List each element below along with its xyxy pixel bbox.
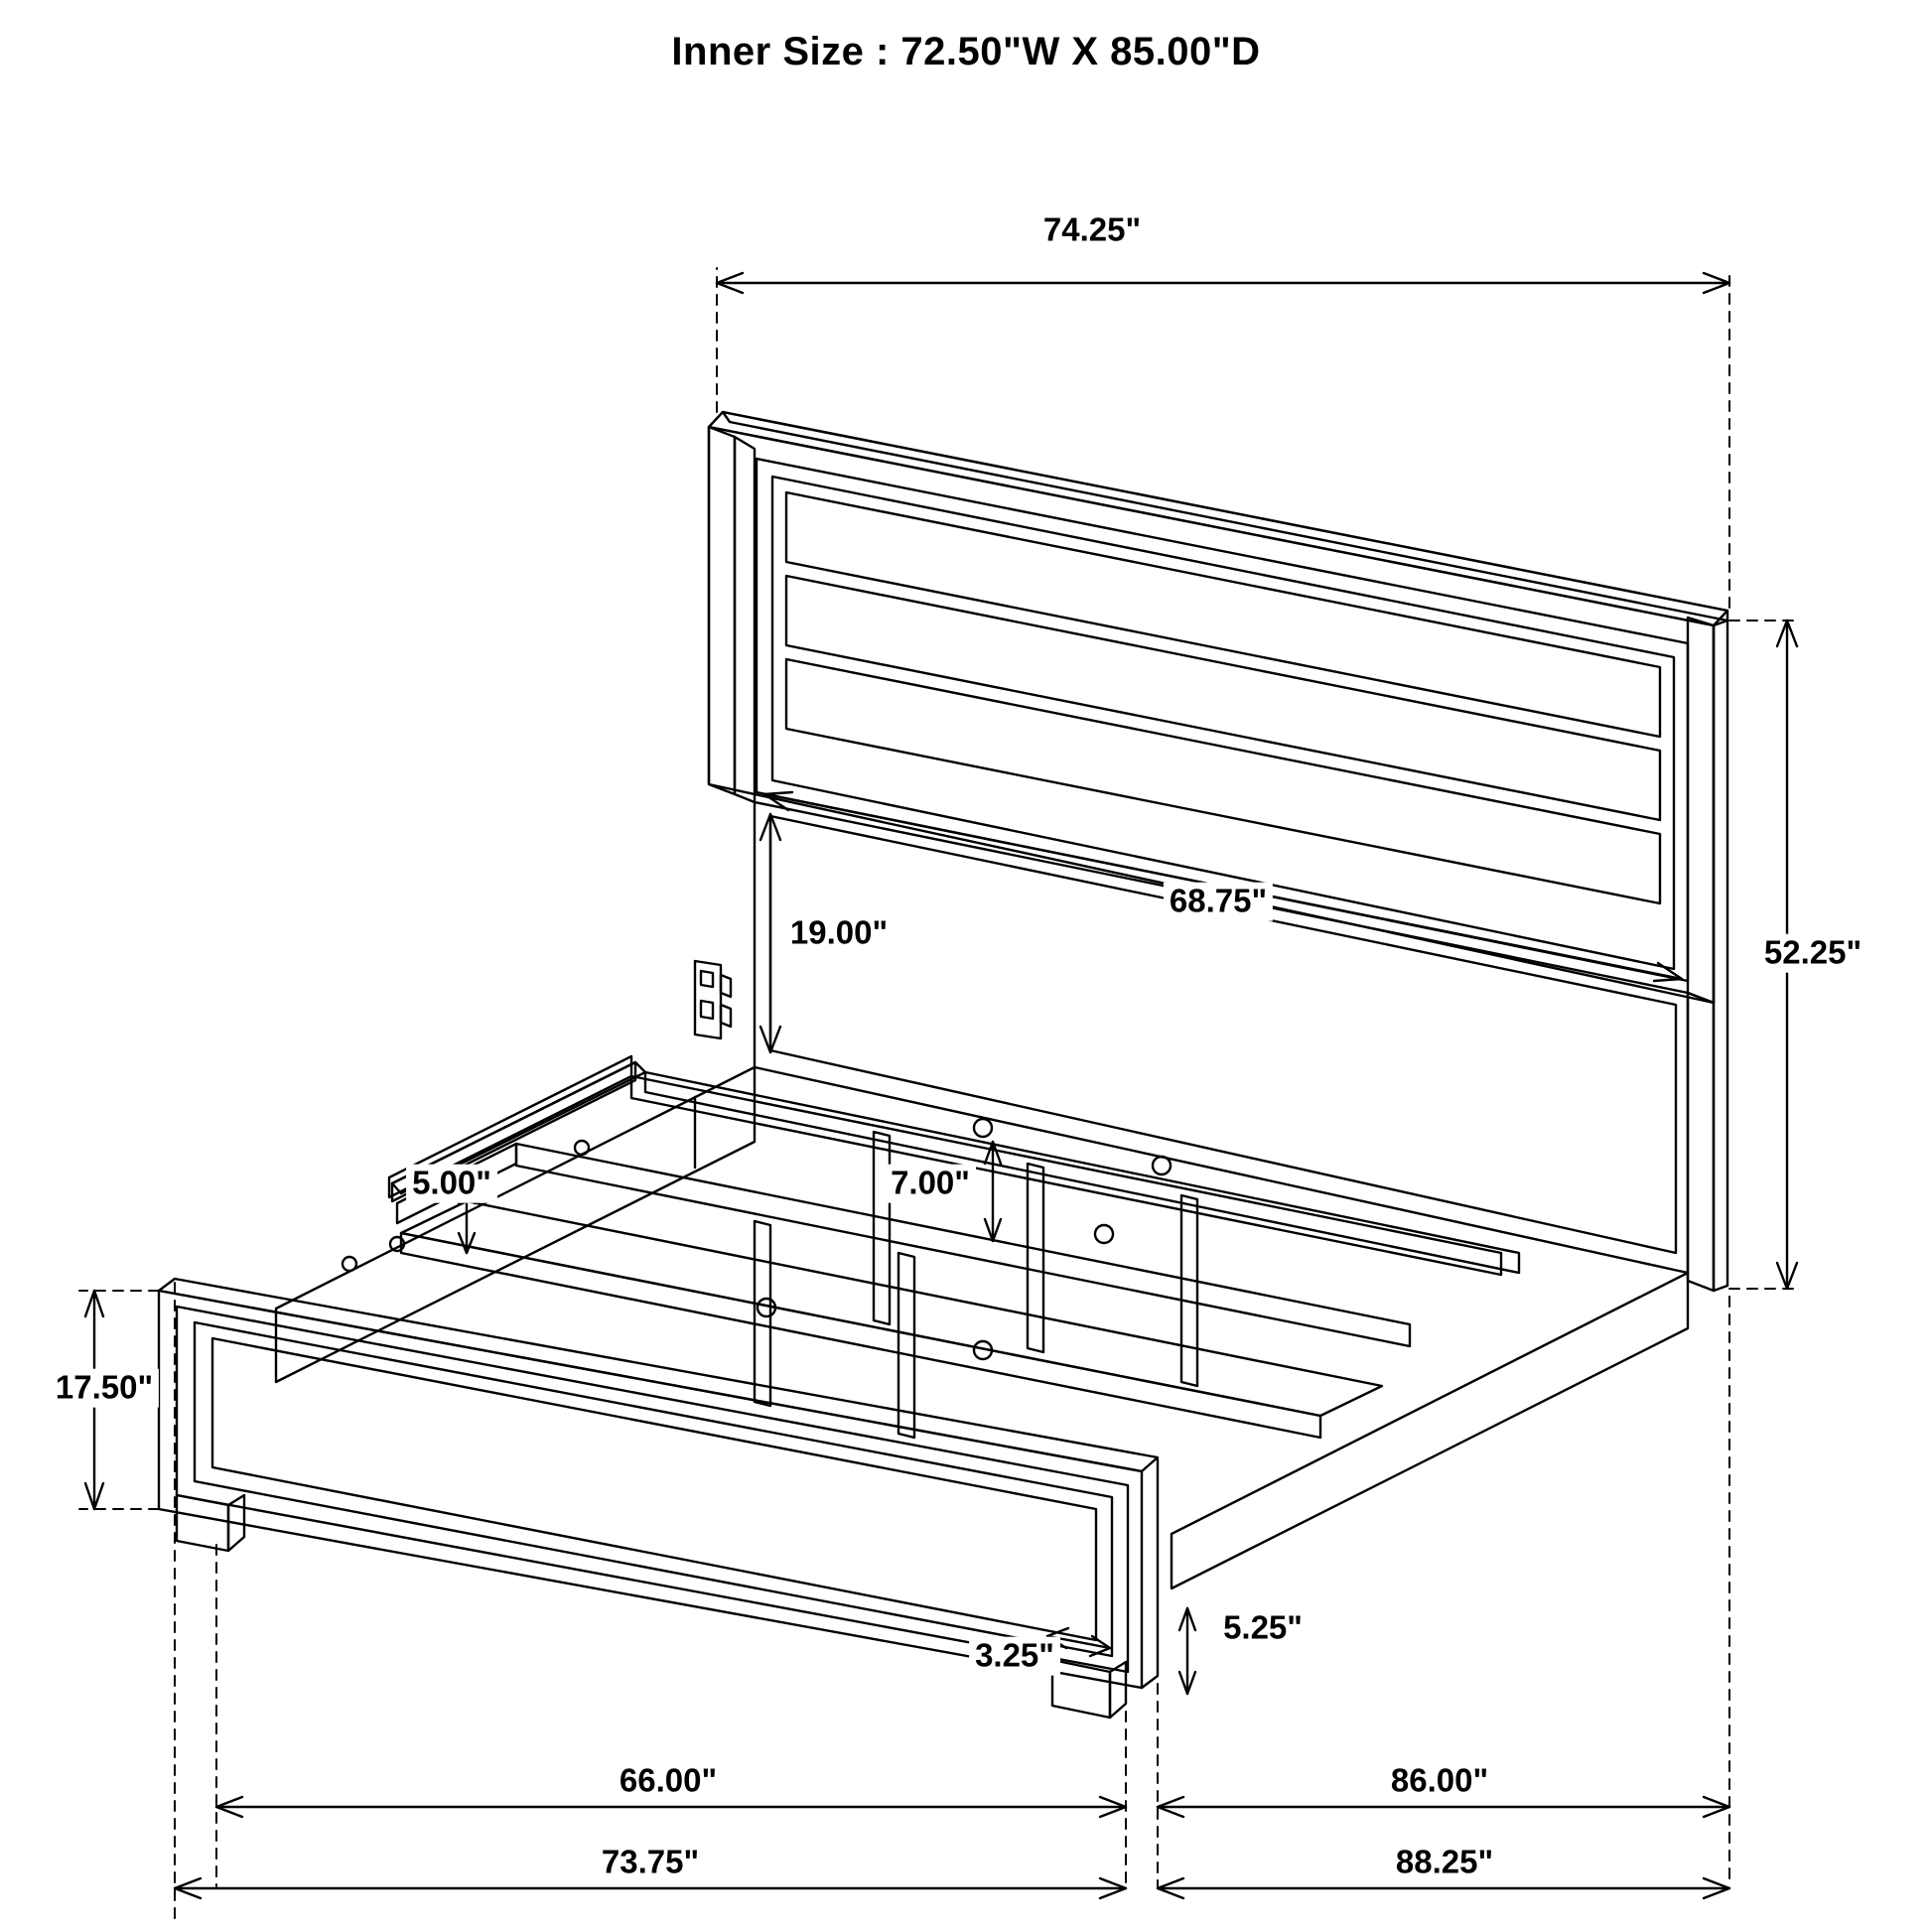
dimension-label-overall-depth: 88.25" bbox=[1390, 1844, 1499, 1882]
dimension-label-leg-height: 5.25" bbox=[1217, 1609, 1309, 1648]
dimension-label-headboard-height-right: 52.25" bbox=[1758, 934, 1867, 973]
dimension-label-leg-width: 3.25" bbox=[969, 1637, 1060, 1676]
dimension-label-inner-length: 66.00" bbox=[614, 1762, 723, 1801]
dimension-label-footboard-height: 17.50" bbox=[50, 1369, 159, 1408]
page-title: Inner Size : 72.50"W X 85.00"D bbox=[671, 30, 1261, 73]
dimension-label-headboard-panel-width: 68.75" bbox=[1164, 883, 1273, 921]
dimension-label-overall-length: 73.75" bbox=[596, 1844, 705, 1882]
dimension-label-overall-width-top: 74.25" bbox=[1037, 211, 1147, 250]
dimension-label-headboard-lower-height: 19.00" bbox=[784, 914, 894, 953]
dimension-label-slat-spacing: 7.00" bbox=[885, 1165, 976, 1203]
dimension-label-rail-height: 5.00" bbox=[406, 1165, 497, 1203]
dimension-label-inner-depth: 86.00" bbox=[1385, 1762, 1494, 1801]
